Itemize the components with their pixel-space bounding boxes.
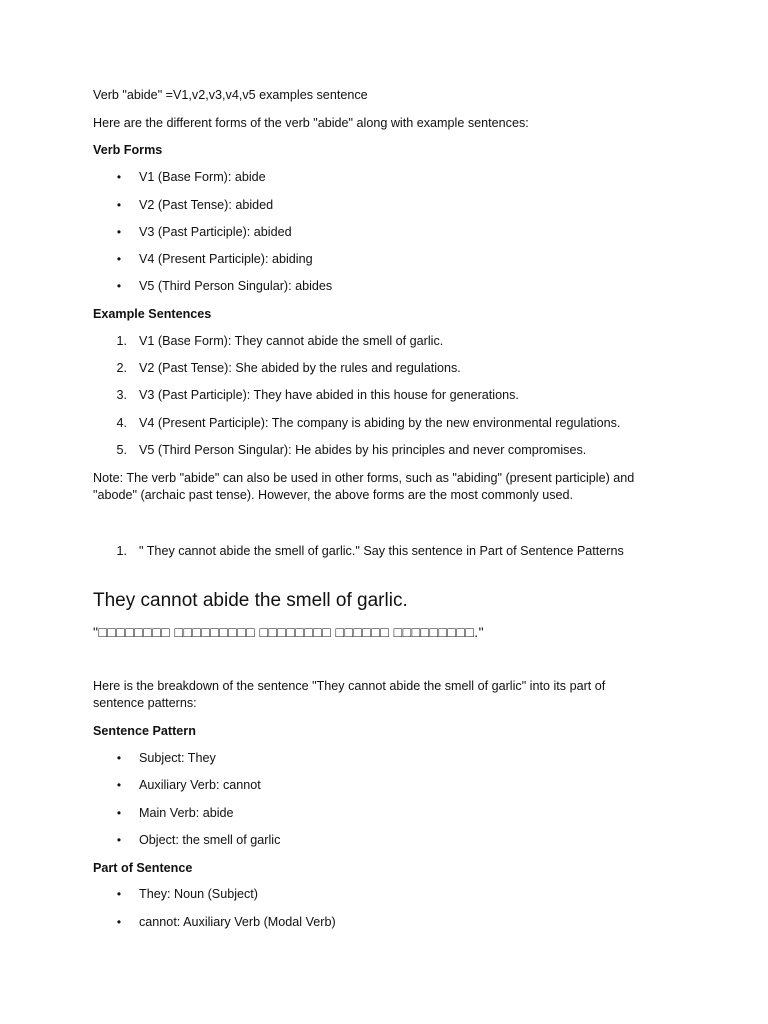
title-line: Verb "abide" =V1,v2,v3,v4,v5 examples sentence	[93, 88, 368, 102]
note-line-2: "abode" (archaic past tense). However, the above forms are the most commonly used.	[93, 488, 574, 502]
bullet-icon: •	[116, 806, 122, 820]
sentence-heading: They cannot abide the smell of garlic.	[93, 590, 408, 611]
bullet-icon: •	[116, 225, 122, 239]
sentence-pattern-heading: Sentence Pattern	[93, 724, 196, 738]
bullet-icon: •	[116, 252, 122, 266]
bullet-icon: •	[116, 751, 122, 765]
part-of-sentence-heading: Part of Sentence	[93, 861, 193, 875]
untranslated-glyph-line: "□□□□□□□□ □□□□□□□□□ □□□□□□□□ □□□□□□ □□□□□□□□□."	[93, 624, 485, 640]
bullet-icon: •	[116, 170, 122, 184]
bullet-icon: •	[116, 279, 122, 293]
bullet-icon: •	[116, 887, 122, 901]
breakdown-line-1: Here is the breakdown of the sentence "They cannot abide the smell of garlic" into its part of	[93, 679, 606, 693]
verb-forms-heading: Verb Forms	[93, 143, 163, 157]
intro-paragraph: Here are the different forms of the verb "abide" along with example sentences:	[93, 116, 529, 130]
bullet-icon: •	[116, 778, 122, 792]
document-page: Verb "abide" =V1,v2,v3,v4,v5 examples sentence Here are the different forms of the verb "abide" along with example sentences: Verb Forms • V1 (Base Form): abide • V2 (Past Tense): abided • V3 (Past Participle): abided • V4 (Present Participle): abiding • V5 (Third Person Singular): abides Example Sentences 1. V1 (Base Form): They cannot abide the smell of garlic. 2. V2 (Past Tense): She abided by the rules and regulations. 3. V3 (Past Participle): They have abided in this house for generations. 4. V4 (Present Participle): The company is abiding by the new environmental regulations. 5. V5 (Third Person Singular): He abides by his principles and never compromises. Note: The verb "abide" can also be used in other forms, such as "abiding" (present participle) and "abode" (archaic past tense). However, the above forms are the most commonly used. 1. " They cannot abide the smell of garlic." Say this sentence in Part of Sentence Patterns They cannot abide the smell of garlic. "□□□□□□□□ □□□□□□□□□ □□□□□□□□ □□□□□□ □□□□□□□□□." Here is the breakdown of the sentence "They cannot abide the smell of garlic" into its part of sentence patterns: Sentence Pattern • Subject: They • Auxiliary Verb: cannot • Main Verb: abide • Object: the smell of garlic Part of Sentence • They: Noun (Subject) • cannot: Auxiliary Verb (Modal Verb)	[0, 0, 768, 1024]
bullet-icon: •	[116, 198, 122, 212]
breakdown-line-2: sentence patterns:	[93, 696, 197, 710]
note-line-1: Note: The verb "abide" can also be used in other forms, such as "abiding" (present participle) and	[93, 471, 635, 485]
bullet-icon: •	[116, 833, 122, 847]
examples-heading: Example Sentences	[93, 307, 212, 321]
bullet-icon: •	[116, 915, 122, 929]
